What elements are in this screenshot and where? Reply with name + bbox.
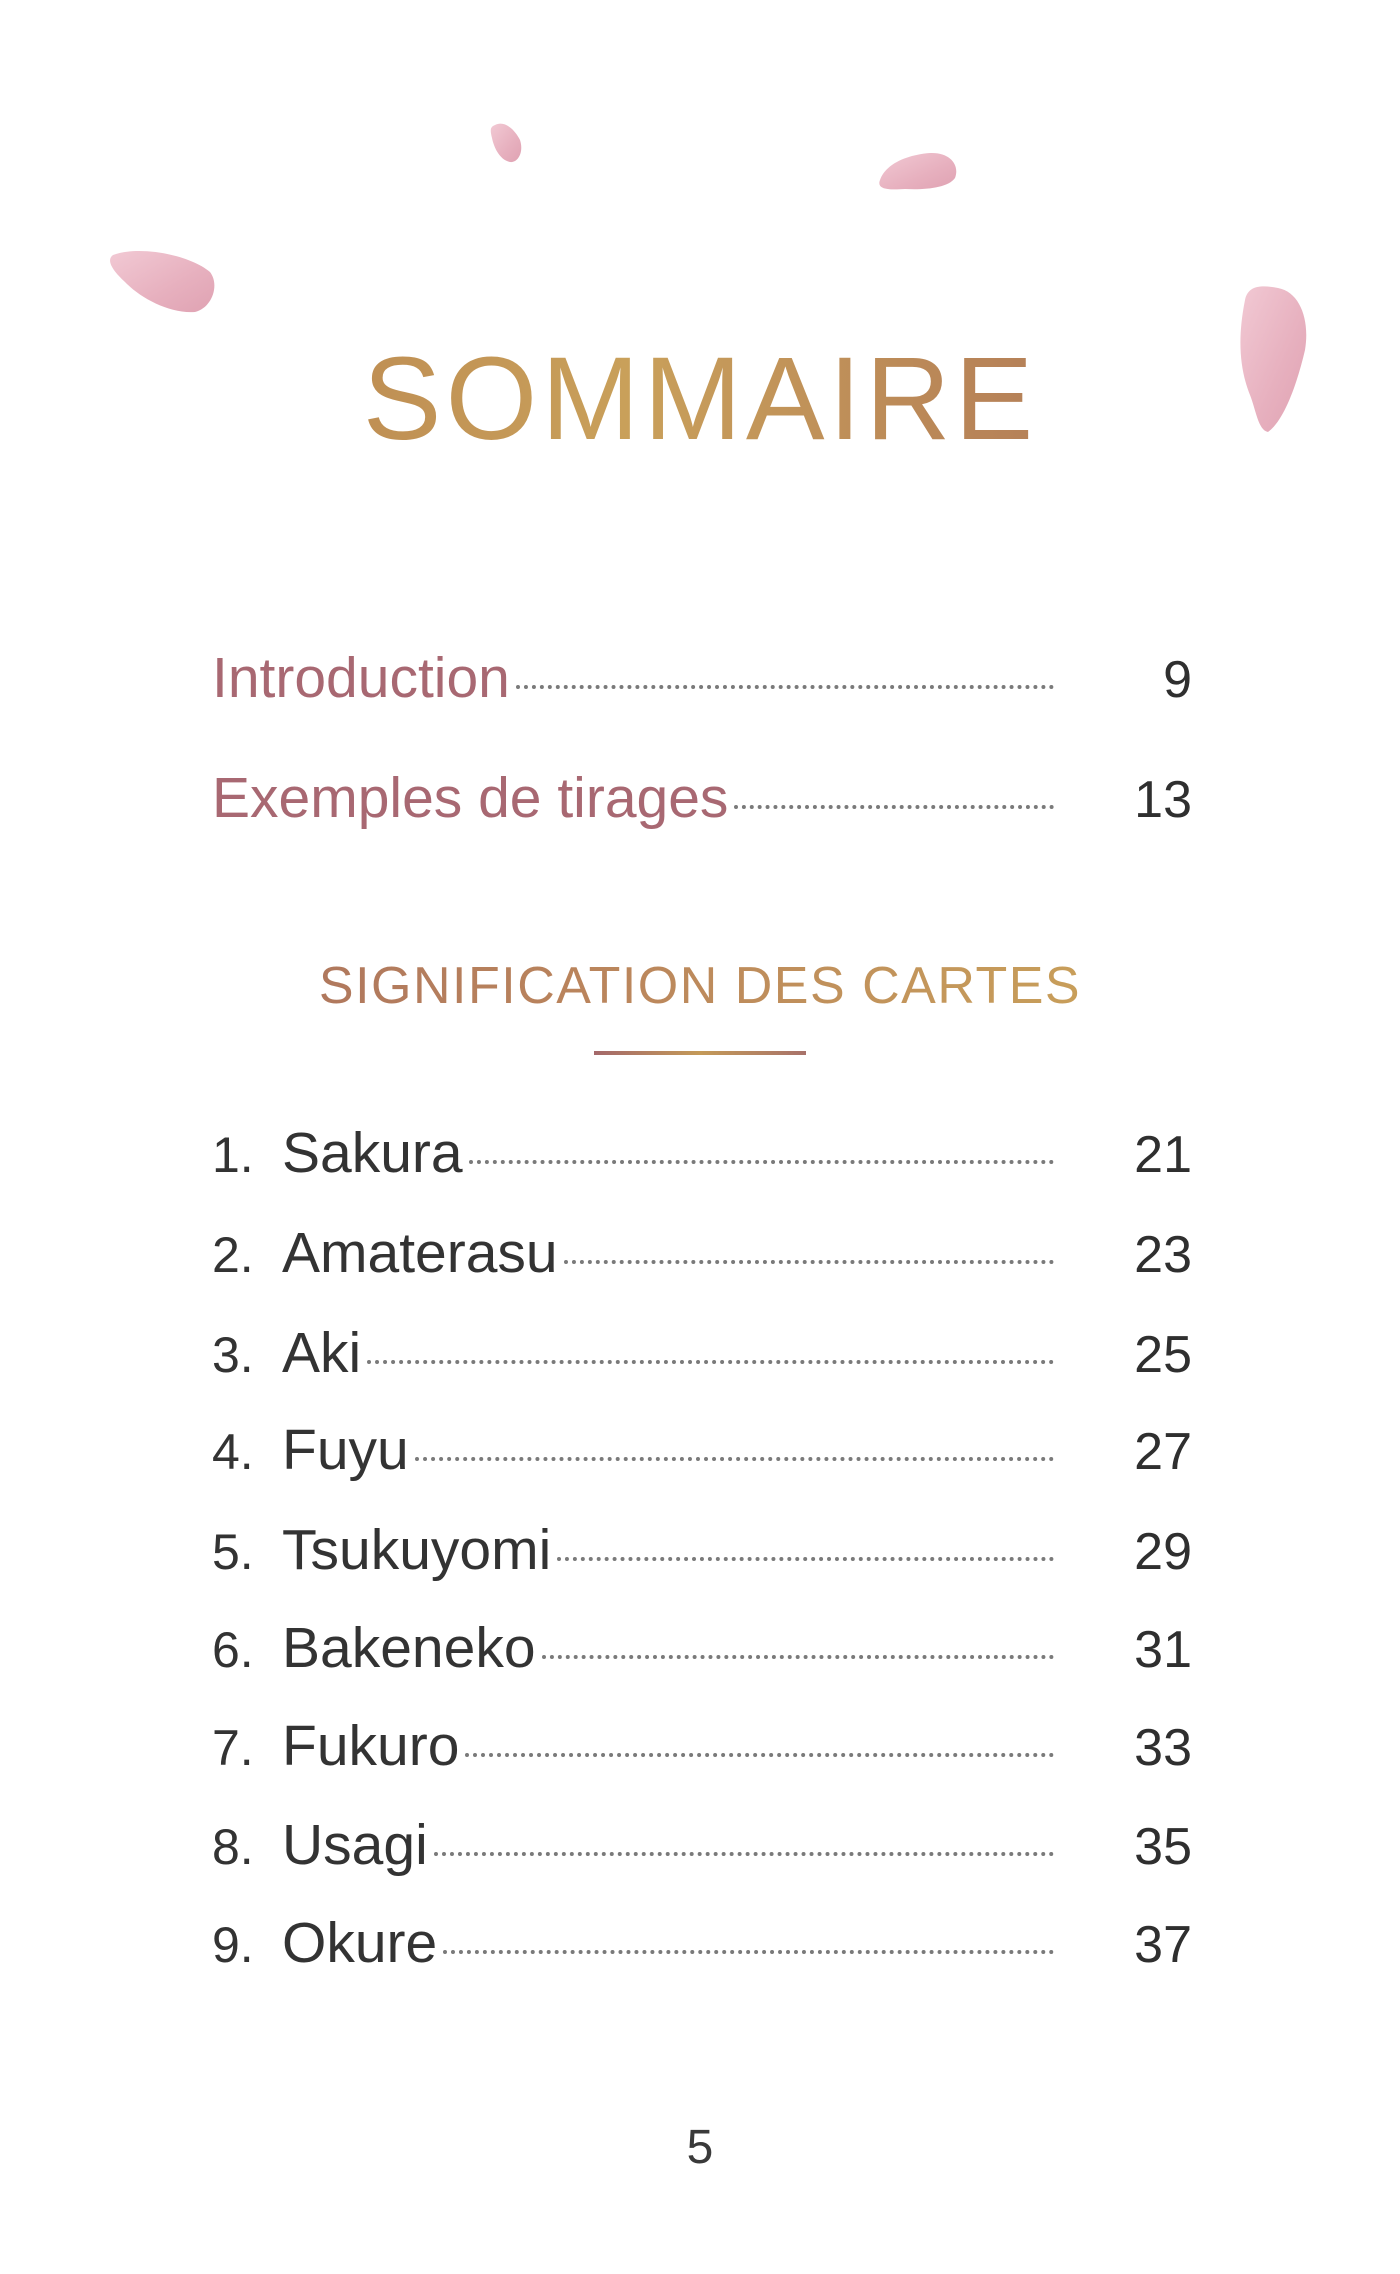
dot-leader xyxy=(516,685,1054,689)
card-number: 2. xyxy=(212,1227,254,1283)
card-number: 8. xyxy=(212,1819,254,1875)
card-name: Amaterasu xyxy=(282,1221,558,1285)
toc-page-number: 33 xyxy=(1134,1719,1192,1777)
petal-icon xyxy=(879,153,956,189)
toc-page-number: 35 xyxy=(1134,1818,1192,1876)
toc-page-number: 29 xyxy=(1134,1523,1192,1581)
dot-leader xyxy=(564,1260,1054,1264)
toc-card-entry[interactable] xyxy=(212,1713,1192,1779)
card-name: Usagi xyxy=(282,1813,428,1877)
toc-entry-introduction[interactable] xyxy=(212,645,1192,711)
section-divider xyxy=(594,1051,806,1055)
footer-page-number: 5 xyxy=(686,2121,714,2174)
section-heading: SIGNIFICATION DES CARTES xyxy=(0,960,1400,1012)
dot-leader xyxy=(367,1360,1054,1364)
toc-page-number: 27 xyxy=(1134,1423,1192,1481)
toc-page-number: 21 xyxy=(1134,1126,1192,1184)
card-name: Okure xyxy=(282,1911,438,1975)
dot-leader xyxy=(469,1160,1054,1164)
dot-leader xyxy=(542,1655,1054,1659)
toc-card-entry[interactable] xyxy=(212,1910,1192,1976)
card-number: 6. xyxy=(212,1622,254,1678)
card-name: Aki xyxy=(282,1321,362,1385)
dot-leader xyxy=(434,1852,1054,1856)
toc-page-number: 23 xyxy=(1134,1226,1192,1284)
toc-card-entry[interactable] xyxy=(212,1120,1192,1186)
dot-leader xyxy=(734,805,1054,809)
dot-leader xyxy=(465,1753,1054,1757)
page-title: SOMMAIRE xyxy=(0,340,1400,458)
card-number: 9. xyxy=(212,1917,254,1973)
toc-page-number: 13 xyxy=(1134,771,1192,829)
toc-card-entry[interactable] xyxy=(212,1517,1192,1583)
dot-leader xyxy=(415,1457,1054,1461)
petal-icon xyxy=(110,251,214,312)
toc-card-entry[interactable] xyxy=(212,1417,1192,1483)
card-number: 7. xyxy=(212,1720,254,1776)
toc-entry-label: Introduction xyxy=(212,646,510,710)
toc-entry-label: Exemples de tirages xyxy=(212,766,729,830)
dot-leader xyxy=(443,1950,1054,1954)
dot-leader xyxy=(557,1557,1054,1561)
toc-card-entry[interactable] xyxy=(212,1812,1192,1878)
card-number: 5. xyxy=(212,1524,254,1580)
toc-entry-exemples-de-tirages[interactable] xyxy=(212,765,1192,831)
toc-card-entry[interactable] xyxy=(212,1320,1192,1386)
petal-icon xyxy=(491,124,522,162)
toc-card-entry[interactable] xyxy=(212,1615,1192,1681)
toc-page-number: 25 xyxy=(1134,1326,1192,1384)
toc-page-number: 9 xyxy=(1163,651,1192,709)
card-name: Fukuro xyxy=(282,1714,460,1778)
card-name: Sakura xyxy=(282,1121,463,1185)
toc-page-number: 37 xyxy=(1134,1916,1192,1974)
card-number: 3. xyxy=(212,1327,254,1383)
card-number: 4. xyxy=(212,1424,254,1480)
toc-card-entry[interactable] xyxy=(212,1220,1192,1286)
card-name: Tsukuyomi xyxy=(282,1518,552,1582)
card-name: Bakeneko xyxy=(282,1616,536,1680)
toc-page-number: 31 xyxy=(1134,1621,1192,1679)
card-name: Fuyu xyxy=(282,1418,409,1482)
card-number: 1. xyxy=(212,1127,254,1183)
